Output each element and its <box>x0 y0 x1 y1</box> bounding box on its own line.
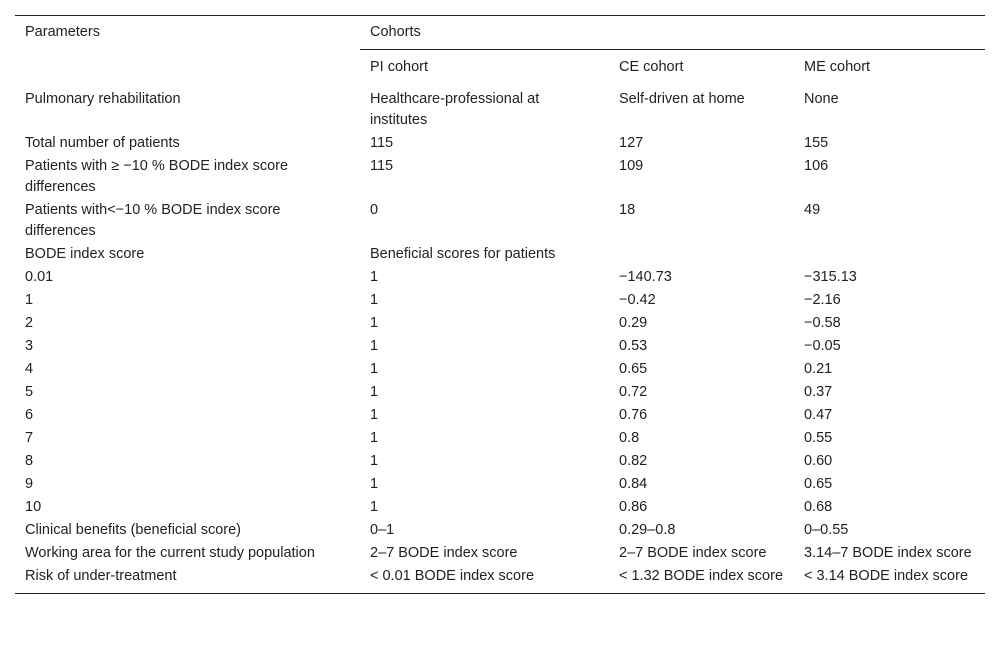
pi-cohort-cell: 115 <box>370 135 394 151</box>
ce-cohort-cell: −0.42 <box>619 292 656 308</box>
me-cohort-cell: 0.65 <box>804 476 833 492</box>
pi-cohort-cell: 1 <box>370 430 379 446</box>
pi-cohort-cell: 1 <box>370 453 379 469</box>
table-row <box>15 200 985 244</box>
me-cohort-cell: < 3.14 BODE index score <box>794 566 985 594</box>
pi-cohort-cell: 0 <box>370 202 379 218</box>
me-cohort-cell: 3.14–7 BODE index score <box>804 545 972 561</box>
ce-cohort-cell: 109 <box>619 158 644 174</box>
ce-cohort-cell: 0.84 <box>619 476 648 492</box>
table-row <box>15 543 985 566</box>
table-row <box>15 290 985 313</box>
parameter-cell: 0.01 <box>25 269 54 285</box>
table-row <box>15 267 985 290</box>
parameter-cell: 7 <box>25 430 34 446</box>
me-cohort-cell: 155 <box>804 135 829 151</box>
pi-cohort-cell: 1 <box>370 384 379 400</box>
ce-cohort-cell: 0.76 <box>619 407 648 423</box>
ce-cohort-cell: 0.86 <box>619 499 648 515</box>
table-body <box>15 83 985 594</box>
header-parameters: Parameters <box>15 16 360 84</box>
ce-cohort-cell: 0.53 <box>619 338 648 354</box>
me-cohort-cell: 0.60 <box>804 453 833 469</box>
me-cohort-cell: −2.16 <box>804 292 841 308</box>
pi-cohort-cell: 1 <box>370 361 379 377</box>
me-cohort-cell: 0.68 <box>804 499 833 515</box>
table-row <box>15 244 985 267</box>
ce-cohort-cell: 0.8 <box>619 430 640 446</box>
parameter-cell: Clinical benefits (beneficial score) <box>25 522 241 538</box>
ce-cohort-cell: −140.73 <box>619 269 672 285</box>
table-header <box>15 16 985 84</box>
pi-cohort-cell: 1 <box>370 499 379 515</box>
ce-cohort-cell: 0.65 <box>619 361 648 377</box>
parameter-cell: Risk of under-treatment <box>15 566 360 594</box>
results-table <box>15 15 985 594</box>
ce-cohort-cell: 127 <box>619 135 644 151</box>
table-row <box>15 83 985 133</box>
table-row <box>15 313 985 336</box>
parameter-cell: 8 <box>25 453 34 469</box>
ce-cohort-cell: 0.29–0.8 <box>619 522 676 538</box>
table-row <box>15 451 985 474</box>
parameter-cell: 6 <box>25 407 34 423</box>
pi-cohort-cell: 115 <box>370 158 394 174</box>
table-row <box>15 520 985 543</box>
pi-cohort-cell: Healthcare-professional at institutes <box>370 91 540 128</box>
table-row <box>15 405 985 428</box>
parameter-cell: Working area for the current study population <box>25 545 315 561</box>
parameter-cell: 10 <box>25 499 42 515</box>
parameter-cell: Total number of patients <box>25 135 180 151</box>
parameter-cell: 2 <box>25 315 34 331</box>
pi-cohort-cell: 1 <box>370 407 379 423</box>
ce-cohort-cell: 0.29 <box>619 315 648 331</box>
parameter-cell: Pulmonary rehabilitation <box>25 91 181 107</box>
me-cohort-cell: 0.47 <box>804 407 833 423</box>
parameter-cell: BODE index score <box>25 246 145 262</box>
me-cohort-cell: 0.21 <box>804 361 833 377</box>
table-row <box>15 133 985 156</box>
table-row <box>15 359 985 382</box>
parameter-cell: 3 <box>25 338 34 354</box>
table-row <box>15 336 985 359</box>
pi-cohort-cell: 0–1 <box>370 522 395 538</box>
parameter-cell: 5 <box>25 384 34 400</box>
ce-cohort-cell: 18 <box>619 202 636 218</box>
parameter-cell: Patients with ≥ −10 % BODE index score differences <box>25 158 289 195</box>
parameter-cell: 4 <box>25 361 34 377</box>
table-row <box>15 428 985 451</box>
ce-cohort-cell: Self-driven at home <box>619 91 745 107</box>
header-pi-cohort: PI cohort <box>370 59 429 75</box>
pi-cohort-cell: 1 <box>370 269 379 285</box>
table-row <box>15 474 985 497</box>
me-cohort-cell: 0.37 <box>804 384 833 400</box>
ce-cohort-cell: 2–7 BODE index score <box>619 545 767 561</box>
me-cohort-cell: −0.05 <box>804 338 841 354</box>
table-container <box>15 15 985 594</box>
me-cohort-cell: −315.13 <box>804 269 857 285</box>
me-cohort-cell: 49 <box>804 202 821 218</box>
table-row <box>15 497 985 520</box>
pi-cohort-cell: 1 <box>370 476 379 492</box>
header-cohorts: Cohorts <box>360 16 985 50</box>
parameter-cell: Patients with<−10 % BODE index score differences <box>25 202 281 239</box>
table-row <box>15 156 985 200</box>
me-cohort-cell: 0–0.55 <box>804 522 849 538</box>
pi-cohort-cell: 1 <box>370 292 379 308</box>
me-cohort-cell: 0.55 <box>804 430 833 446</box>
header-me-cohort: ME cohort <box>804 59 871 75</box>
header-ce-cohort: CE cohort <box>619 59 684 75</box>
ce-cohort-cell: 0.82 <box>619 453 648 469</box>
me-cohort-cell: None <box>804 91 839 107</box>
parameter-cell: 9 <box>25 476 34 492</box>
parameter-cell: 1 <box>25 292 34 308</box>
pi-cohort-cell: 2–7 BODE index score <box>370 545 518 561</box>
me-cohort-cell: −0.58 <box>804 315 841 331</box>
table-row <box>15 382 985 405</box>
ce-cohort-cell: < 1.32 BODE index score <box>609 566 794 594</box>
pi-cohort-cell: 1 <box>370 338 379 354</box>
pi-cohort-cell: 1 <box>370 315 379 331</box>
section-label-cell: Beneficial scores for patients <box>370 246 556 262</box>
table-row <box>15 566 985 594</box>
me-cohort-cell: 106 <box>804 158 829 174</box>
pi-cohort-cell: < 0.01 BODE index score <box>360 566 609 594</box>
ce-cohort-cell: 0.72 <box>619 384 648 400</box>
